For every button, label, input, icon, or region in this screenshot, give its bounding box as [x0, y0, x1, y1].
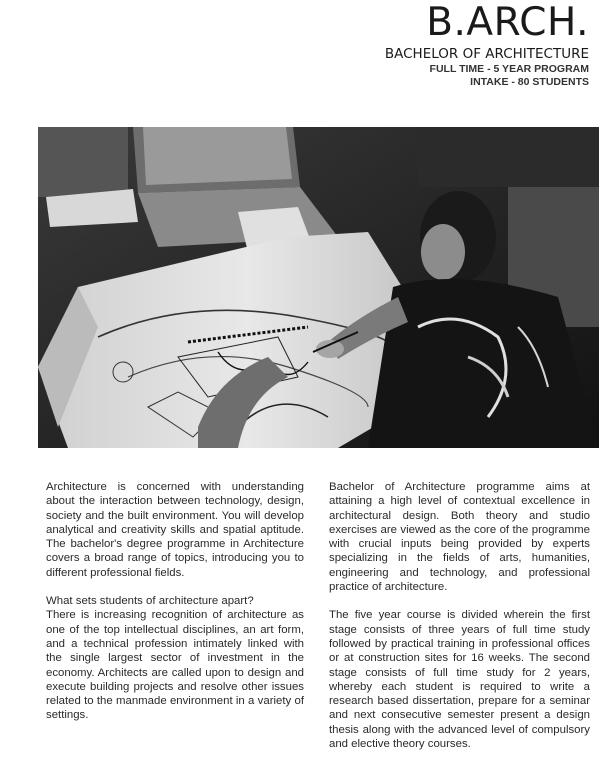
program-duration: FULL TIME - 5 YEAR PROGRAM: [429, 63, 589, 75]
header: [385, 0, 589, 89]
left-column: [46, 480, 304, 737]
subtitle: BACHELOR OF ARCHITECTURE: [384, 46, 589, 62]
programme-aims-paragraph: Bachelor of Architecture programme aims at attaining a high level of contextual excellence in architectural design. Both theory and studio exercises are viewed as the core of the programme with crucial inputs being provided by experts specializing in the fields of arts, humanities, engineering and technology, and professional practice of architecture.: [329, 481, 590, 594]
intro-paragraph: Architecture is concerned with understanding about the interaction between technology, design, society and the built environment. You will develop analytical and creativity skills and spatial aptitude. The bachelor's degree programme in Architecture covers a broad range of topics, introducing you to different professional fields.: [46, 481, 304, 579]
architecture-student-sketching-photo: [38, 127, 599, 448]
recognition-paragraph: There is increasing recognition of architecture as one of the top intellectual disciplines, an art form, and a technical profession intimately linked with the single largest sector of investment in the economy. Architects are called upon to design and execute building projects and resolve other issues related to the manmade environment in a variety of settings.: [46, 609, 304, 722]
course-structure-paragraph: The five year course is divided wherein the first stage consists of three years of full time study followed by practical training in professional offices or at construction sites for 16 weeks. The second stage consists of full time study for 2 years, whereby each student is required to write a research based dissertation, prepare for a seminar and next consecutive semester present a design thesis along with the advanced level of compulsory and elective theory courses.: [329, 609, 590, 751]
intake-info: INTAKE - 80 STUDENTS: [470, 76, 589, 88]
right-column: [329, 480, 590, 765]
section-question: What sets students of architecture apart?: [46, 595, 254, 608]
student-photo: [38, 127, 599, 448]
page-title: B.ARCH.: [426, 0, 589, 45]
